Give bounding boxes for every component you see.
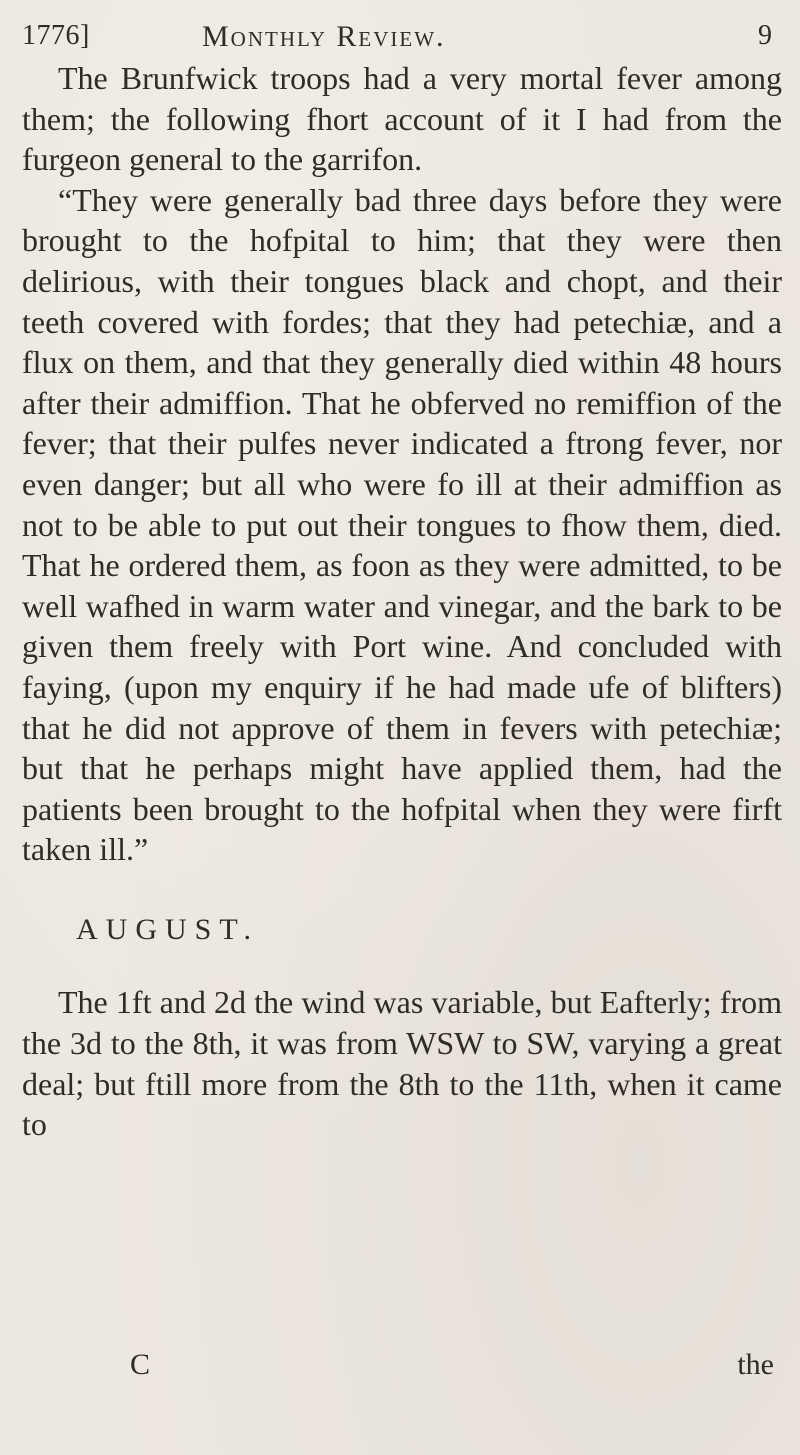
year-label: 1776] [22,20,90,51]
running-title: Monthly Review. [202,20,446,53]
signature-mark: C [130,1348,151,1381]
page-header [22,20,772,60]
paragraph-august-wind: The 1ft and 2d the wind was variable, but Eafterly; from the 3d to the 8th, it was from WSW to SW, varying a great deal; but ftill more from the 8th to the 11th, when it came to [22,984,782,1143]
catchword: the [737,1348,774,1381]
body-text [22,58,782,1145]
section-heading-august: AUGUST. [76,912,259,946]
page-number: 9 [758,20,772,51]
page-footer [22,1348,774,1388]
paragraph-surgeon-account: “They were generally bad three days before they were brought to the hofpital to him; that they were then delirious, with their tongues black and chopt, and their teeth covered with fordes; that they had petechiæ, and a flux on them, and that they generally died within 48 hours after their admiffion. That he obferved no remiffion of the fever; that their pulfes never indicated a ftrong fever, nor even danger; but all who were fo ill at their admiffion as not to be able to put out their tongues to fhow them, died. That he ordered them, as foon as they were admitted, to be well wafhed in warm water and vinegar, and the bark to be given them freely with Port wine. And concluded with faying, (upon my enquiry if he had made ufe of blifters) that he did not approve of them in fevers with petechiæ; but that he perhaps might have applied them, had the patients been brought to the hofpital when they were firft taken ill.” [22,181,782,868]
paragraph-brunswick-troops: The Brunfwick troops had a very mortal fever among them; the following fhort account of it I had from the furgeon general to the garrifon. [22,60,782,178]
